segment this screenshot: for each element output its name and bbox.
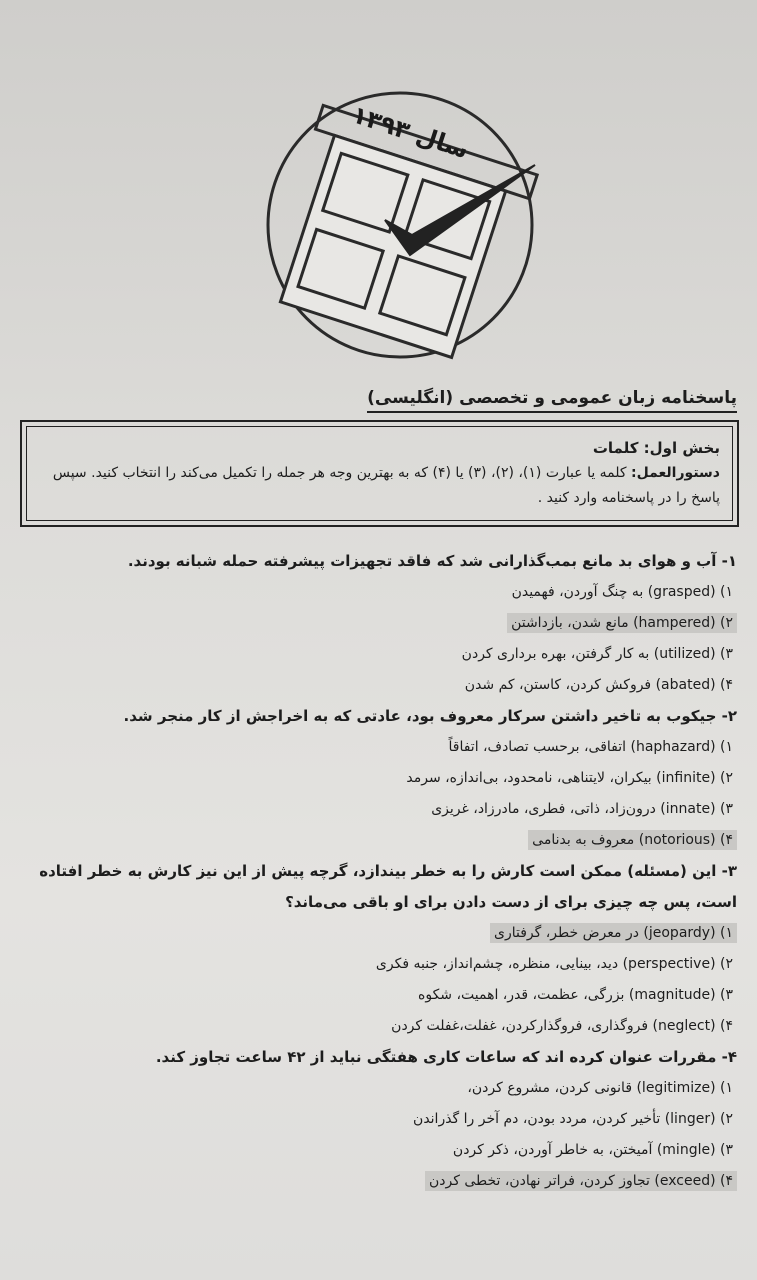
question-text: ۳- این (مسئله) ممکن است کارش را به خطر بیندازد، گرچه پیش از این نیز کارش به خطر افتاده است، پس چه چیزی برای از دست دادن برای او باقی می‌ماند؟ [39, 862, 737, 911]
english-word: (infinite) [656, 770, 716, 786]
option-number: ۱) [715, 1080, 733, 1096]
option-number: ۴) [715, 1018, 733, 1034]
answer-option [22, 732, 737, 763]
answer-option [22, 1104, 737, 1135]
answer-option [22, 980, 737, 1011]
answer-option [22, 670, 737, 701]
persian-meaning: اتفاقی، برحسب تصادف، اتفاقاً [448, 739, 631, 755]
answer-option-text [449, 1140, 737, 1160]
answer-option [22, 949, 737, 980]
question-text: ۴- مقررات عنوان کرده اند که ساعات کاری هفتگی نباید از ۴۲ ساعت تجاوز کند. [155, 1048, 737, 1066]
answer-option [22, 608, 737, 639]
option-number: ۳) [715, 1142, 733, 1158]
answer-option-text [414, 985, 737, 1005]
answer-option-text [427, 799, 737, 819]
instructions-label: دستورالعمل: [631, 465, 720, 482]
option-number: ۴) [715, 832, 733, 848]
english-word: (perspective) [622, 956, 716, 972]
option-number: ۳) [715, 987, 733, 1003]
option-number: ۲) [715, 770, 733, 786]
answer-option [22, 918, 737, 949]
question-list [22, 546, 737, 1197]
persian-meaning: بزرگی، عظمت، قدر، اهمیت، شکوه [418, 987, 629, 1003]
option-number: ۱) [715, 584, 733, 600]
persian-meaning: قانونی کردن، مشروع کردن، [467, 1080, 637, 1096]
answer-option [22, 763, 737, 794]
english-word: (exceed) [654, 1173, 716, 1189]
answer-option-text [387, 1016, 737, 1036]
persian-meaning: آمیختن، به خاطر آوردن، ذکر کردن [452, 1142, 657, 1158]
english-word: (mingle) [656, 1142, 716, 1158]
answer-option [22, 639, 737, 670]
page-title-text: پاسخنامه زبان عمومی و تخصصی (انگلیسی) [367, 388, 737, 413]
correct-answer-highlight [528, 830, 737, 850]
persian-meaning: به کار گرفتن، بهره برداری کردن [461, 646, 654, 662]
question-text: ۲- جیکوب به تاخیر داشتن سرکار معروف بود، عادتی که به اخراجش از کار منجر شد. [123, 707, 737, 725]
persian-meaning: در معرض خطر، گرفتاری [494, 925, 644, 941]
answer-option-text [458, 644, 737, 664]
option-number: ۲) [715, 956, 733, 972]
answer-option-text [508, 582, 737, 602]
instructions-inner [26, 426, 733, 521]
english-word: (haphazard) [630, 739, 716, 755]
instructions-body [39, 461, 720, 510]
english-word: (abated) [655, 677, 716, 693]
persian-meaning: مانع شدن، بازداشتن [511, 615, 634, 631]
english-word: (hampered) [633, 615, 716, 631]
question-text: ۱- آب و هوای بد مانع بمب‌گذارانی شد که فاقد تجهیزات پیشرفته حمله شبانه بودند. [127, 552, 737, 570]
english-word: (jeopardy) [643, 925, 716, 941]
option-number: ۴) [715, 677, 733, 693]
answer-option [22, 1073, 737, 1104]
option-number: ۲) [715, 1111, 733, 1127]
correct-answer-highlight [507, 613, 737, 633]
persian-meaning: تجاوز کردن، فراتر نهادن، تخطی کردن [428, 1173, 655, 1189]
answer-option [22, 1011, 737, 1042]
persian-meaning: بیکران، لایتناهی، نامحدود، بی‌اندازه، سرمد [406, 770, 657, 786]
option-number: ۳) [715, 646, 733, 662]
persian-meaning: درون‌زاد، ذاتی، فطری، مادرزاد، غریزی [431, 801, 661, 817]
persian-meaning: معروف به بدنامی [532, 832, 639, 848]
answer-option [22, 577, 737, 608]
instructions-title: بخش اول: کلمات [592, 439, 720, 457]
english-word: (linger) [664, 1111, 716, 1127]
instructions-box [20, 420, 739, 527]
answer-option-text [372, 954, 737, 974]
option-number: ۳) [715, 801, 733, 817]
persian-meaning: به چنگ آوردن، فهمیدن [511, 584, 648, 600]
english-word: (grasped) [647, 584, 716, 600]
persian-meaning: دید، بینایی، منظره، چشم‌انداز، جنبه فکری [375, 956, 623, 972]
persian-meaning: فروکش کردن، کاستن، کم شدن [464, 677, 656, 693]
answer-option-text [409, 1109, 737, 1129]
persian-meaning: تأخیر کردن، مردد بودن، دم آخر را گذراندن [413, 1111, 665, 1127]
correct-answer-highlight [425, 1171, 737, 1191]
english-word: (innate) [660, 801, 716, 817]
answer-option-text [445, 737, 738, 757]
english-word: (neglect) [652, 1018, 716, 1034]
english-word: (notorious) [638, 832, 716, 848]
instructions-text: کلمه یا عبارت (۱)، (۲)، (۳) یا (۴) که به بهترین وجه هر جمله را تکمیل می‌کند را انتخاب کنید. سپس پاسخ را در پاسخنامه وارد کنید . [52, 465, 720, 506]
option-number: ۱) [715, 739, 733, 755]
answer-option [22, 1135, 737, 1166]
emblem-year: سال ۱۳۹۳ [348, 100, 473, 165]
option-number: ۴) [715, 1173, 733, 1189]
english-word: (magnitude) [628, 987, 716, 1003]
persian-meaning: فروگذاری، فروگذارکردن، غفلت،غفلت کردن [391, 1018, 653, 1034]
option-number: ۲) [715, 615, 733, 631]
answer-option-text [402, 768, 737, 788]
answer-option [22, 1166, 737, 1197]
correct-answer-highlight [490, 923, 737, 943]
answer-option-text [461, 675, 737, 695]
page-title [57, 388, 737, 408]
english-word: (utilized) [653, 646, 716, 662]
checkbox-emblem-icon [250, 80, 550, 370]
english-word: (legitimize) [636, 1080, 716, 1096]
option-number: ۱) [715, 925, 733, 941]
answer-option [22, 794, 737, 825]
answer-option [22, 825, 737, 856]
answer-option-text [463, 1078, 737, 1098]
